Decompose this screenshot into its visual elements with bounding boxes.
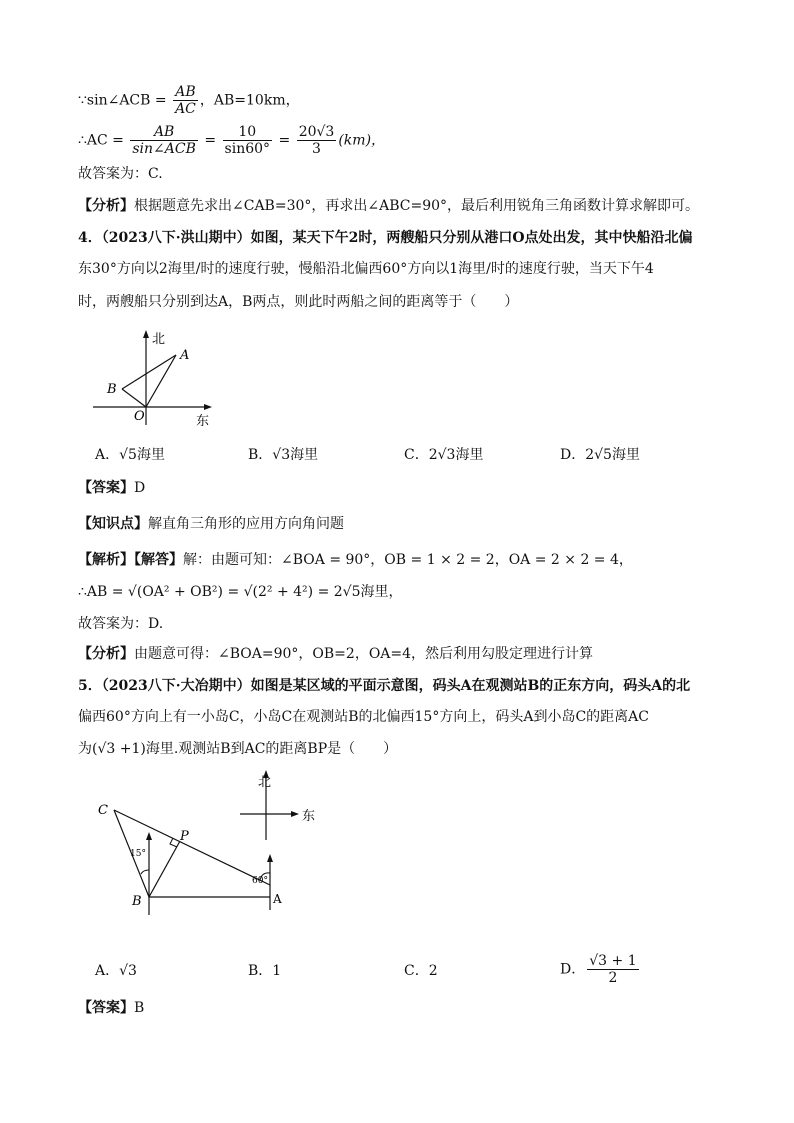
solution-line-ac: ∴AC = $\frac{AB}{\text{sin∠ACB}}$ = $\frac{10}{\sin 60^\circ}$ = $\frac{20√3}{3}$ (km)， [78, 124, 386, 157]
q5-line1: 5．（2023八下·大冶期中）如图是某区域的平面示意图，码头A在观测站B的正东方向，码头A的北 [78, 678, 691, 694]
label-compass-north: 北 [258, 775, 272, 790]
q4-line3: 时，两艘船只分别到达A，B两点，则此时两船之间的距离等于（ ） [78, 294, 519, 310]
segment-ob [122, 389, 146, 407]
q4-line1: 4．（2023八下·洪山期中）如图，某天下午2时，两艘船只分别从港口O点处出发，其中快船沿北偏 [78, 230, 693, 246]
q4-knowledge-point: 【知识点】解直角三角形的应用方向角问题 [78, 516, 344, 532]
solution-line-sin [78, 84, 300, 117]
label-b: B [107, 382, 117, 397]
q4-option-a: A．√5海里 [95, 447, 165, 463]
label-compass-east: 东 [302, 809, 316, 824]
analysis-prev: 【分析】根据题意先求出∠CAB=30°，再求出∠ABC=90°，最后利用锐角三角函数计算求解即可。 [78, 198, 700, 214]
label-a5: A [273, 892, 282, 906]
north-arrow-b-icon [146, 832, 152, 840]
q4-figure [88, 325, 228, 430]
because-text: ∵sin∠ACB = [78, 92, 172, 109]
q5-option-b: B．1 [248, 963, 282, 979]
east-arrow-icon [204, 404, 212, 410]
q5-option-c: C．2 [404, 963, 438, 979]
q4-option-d: D．2√5海里 [560, 447, 640, 463]
compass-east-arrow-icon [291, 811, 299, 817]
segment-ab [122, 355, 176, 389]
angle-arc-15 [141, 870, 149, 874]
q4-option-c: C．2√3海里 [404, 447, 484, 463]
q5-option-d: D． $\frac{√3 + 1}{2}$ [560, 953, 637, 986]
q4-solution: 【解析】【解答】解：由题可知：∠BOA = 90°，OB = 1 × 2 = 2，OA = 2 × 2 = 4， [78, 552, 633, 568]
label-east: 东 [196, 414, 210, 429]
answer-line-prev: 故答案为：C. [78, 166, 163, 182]
q4-solution-3: 故答案为：D. [78, 616, 164, 632]
q4-answer: 【答案】D [78, 480, 146, 496]
label-b5: B [132, 894, 142, 909]
segment-ca [114, 810, 270, 885]
label-angle-60: 60° [252, 876, 268, 886]
label-o: O [134, 409, 145, 424]
q5-line3: 为(√3 +1)海里.观测站B到AC的距离BP是（ ） [78, 741, 398, 757]
given-ab: ，AB=10km， [199, 92, 300, 109]
q4-solution-2: ∴AB = √(OA² + OB²) = √(2² + 4²) = 2√5海里， [78, 584, 403, 600]
q5-figure [92, 770, 332, 920]
north-arrow-icon [143, 330, 149, 338]
label-angle-15: 15° [130, 849, 146, 859]
fraction-ab-ac: $\frac{AB}{AC}$ [175, 84, 196, 117]
q4-line2: 东30°方向以2海里/时的速度行驶，慢船沿北偏西60°方向以1海里/时的速度行驶，当天下午4 [78, 261, 654, 277]
q4-option-b: B．√3海里 [248, 447, 319, 463]
q5-option-a: A．√3 [95, 963, 137, 979]
q5-line2: 偏西60°方向上有一小岛C，小岛C在观测站B的北偏西15°方向上，码头A到小岛C的距离AC [78, 709, 649, 725]
label-c: C [98, 803, 108, 818]
label-north: 北 [152, 332, 166, 347]
segment-oa [146, 355, 176, 407]
segment-bp [149, 841, 180, 897]
label-p: P [180, 829, 189, 844]
q5-answer: 【答案】B [78, 1000, 145, 1016]
label-a: A [180, 348, 190, 363]
north-arrow-a-icon [267, 854, 273, 862]
q4-analysis: 【分析】由题意可得：∠BOA=90°，OB=2，OA=4，然后利用勾股定理进行计算 [78, 646, 594, 662]
